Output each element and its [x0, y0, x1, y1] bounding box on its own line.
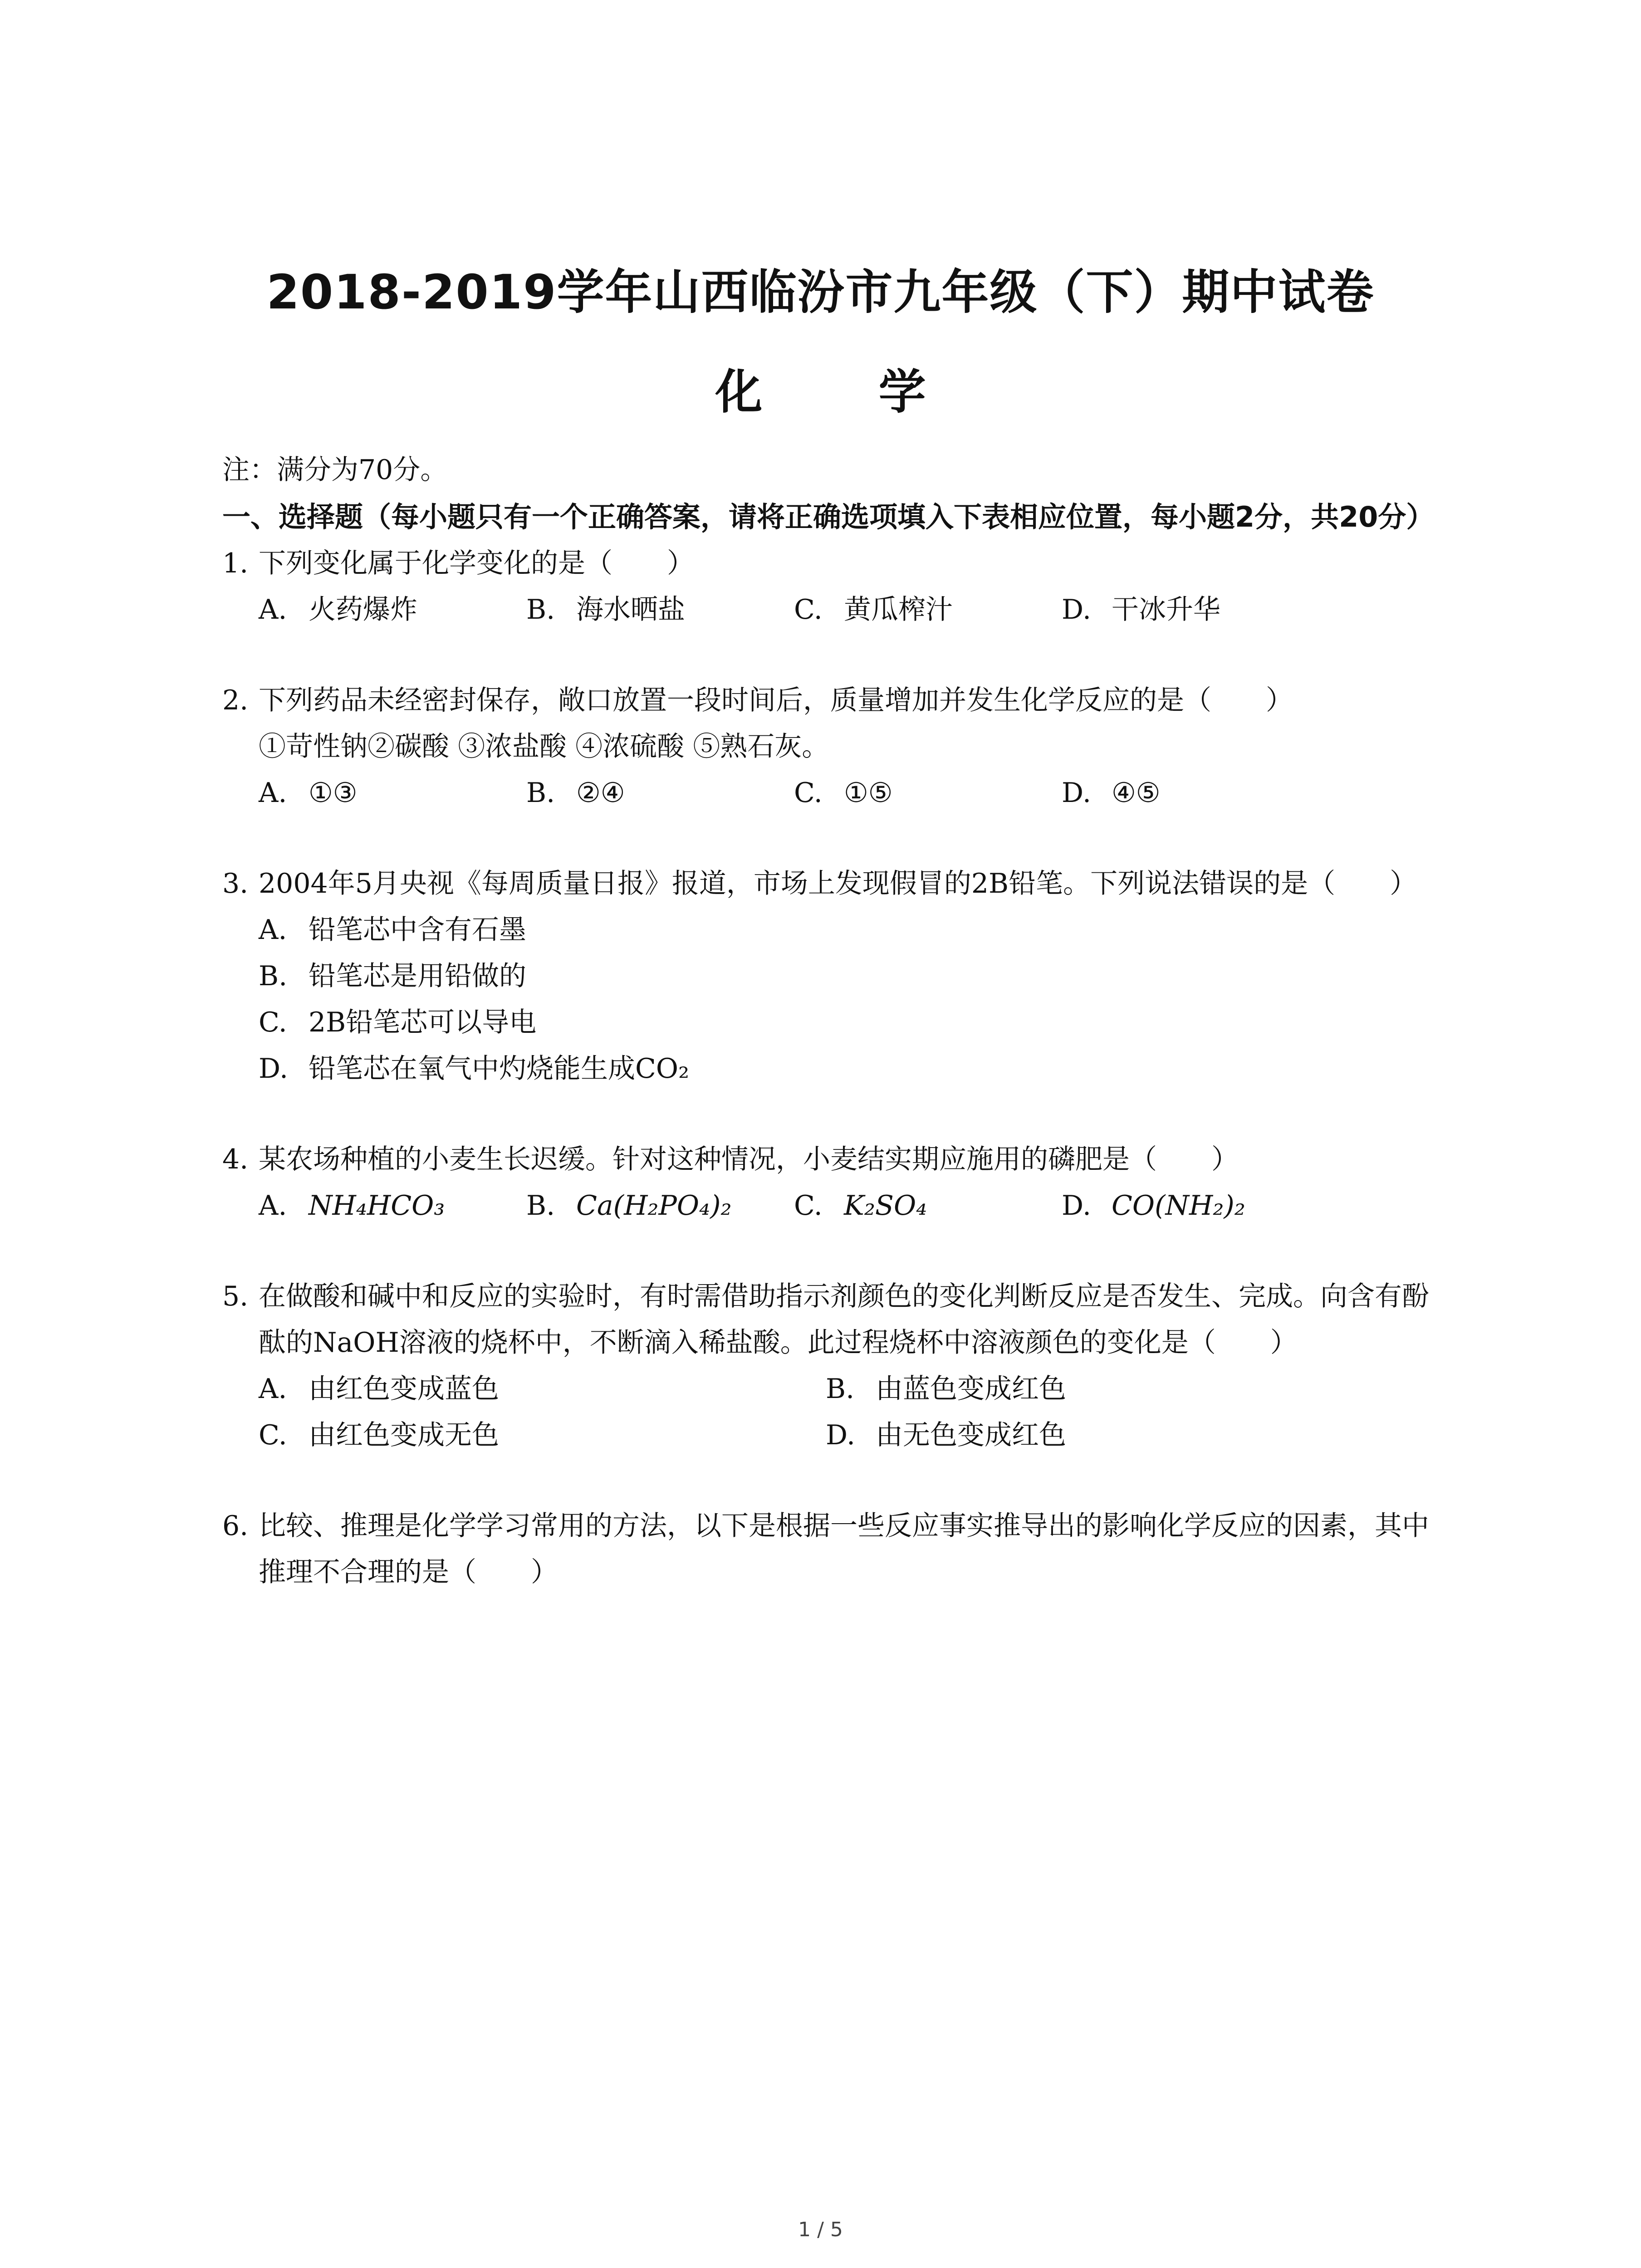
option-d: D. 由无色变成红色	[826, 1419, 1066, 1451]
option-b: B. ②④	[526, 777, 625, 809]
question-text: 2004年5月央视《每周质量日报》报道，市场上发现假冒的2B铅笔。下列说法错误的是（ ）	[259, 868, 1417, 899]
question-number: 5.	[222, 1281, 249, 1312]
question-5	[222, 1273, 1447, 1458]
options	[222, 587, 1447, 633]
option-b: B. 铅笔芯是用铅做的	[259, 960, 526, 992]
option-d: D. CO(NH₂)₂	[1062, 1190, 1245, 1222]
option-a: A. NH₄HCO₃	[259, 1190, 445, 1222]
option-d: D. 干冰升华	[1062, 594, 1220, 626]
question-6	[222, 1503, 1447, 1595]
question-number: 4.	[222, 1144, 249, 1175]
page-title: 2018-2019学年山西临汾市九年级（下）期中试卷	[266, 264, 1375, 320]
option-c: C. ①⑤	[794, 777, 893, 809]
section-heading: 一、选择题（每小题只有一个正确答案，请将正确选项填入下表相应位置，每小题2分，共20分）	[222, 500, 1435, 533]
question-number: 2.	[222, 684, 249, 716]
option-b: B. 海水晒盐	[526, 594, 685, 626]
option-d: D. 铅笔芯在氧气中灼烧能生成CO₂	[259, 1053, 690, 1085]
question-3	[222, 860, 1447, 1092]
question-4	[222, 1136, 1447, 1229]
question-1	[222, 540, 1447, 633]
options	[222, 1183, 1447, 1229]
question-text: 下列药品未经密封保存，敞口放置一段时间后，质量增加并发生化学反应的是（ ） ①苛性钠②碳酸 ③浓盐酸 ④浓硫酸 ⑤熟石灰。	[259, 684, 1293, 763]
option-b: B. 由蓝色变成红色	[826, 1373, 1066, 1405]
question-text: 下列变化属于化学变化的是（ ）	[259, 547, 694, 579]
question-number: 6.	[222, 1510, 249, 1542]
question-text: 比较、推理是化学学习常用的方法，以下是根据一些反应事实推导出的影响化学反应的因素，其中推理不合理的是（ ）	[259, 1510, 1429, 1588]
page-number: 1 / 5	[798, 2218, 843, 2241]
question-number: 1.	[222, 547, 249, 579]
exam-content	[222, 447, 1447, 1595]
options	[222, 1366, 1447, 1458]
option-c: C. 由红色变成无色	[259, 1419, 499, 1451]
options	[222, 907, 1447, 1092]
question-2	[222, 677, 1447, 816]
score-note: 注：满分为70分。	[222, 454, 448, 486]
question-number: 3.	[222, 868, 249, 899]
option-a: A. 火药爆炸	[259, 594, 417, 626]
option-c: C. 黄瓜榨汁	[794, 594, 953, 626]
question-text: 在做酸和碱中和反应的实验时，有时需借助指示剂颜色的变化判断反应是否发生、完成。向含有酚酞的NaOH溶液的烧杯中，不断滴入稀盐酸。此过程烧杯中溶液颜色的变化是（ ）	[259, 1281, 1429, 1359]
option-b: B. Ca(H₂PO₄)₂	[526, 1190, 732, 1222]
question-text: 某农场种植的小麦生长迟缓。针对这种情况，小麦结实期应施用的磷肥是（ ）	[259, 1144, 1239, 1175]
option-a: A. ①③	[259, 777, 358, 809]
option-a: A. 铅笔芯中含有石墨	[259, 914, 526, 946]
question-subtext: ①苛性钠②碳酸 ③浓盐酸 ④浓硫酸 ⑤熟石灰。	[259, 731, 829, 763]
option-c: C. 2B铅笔芯可以导电	[259, 1007, 537, 1038]
option-c: C. K₂SO₄	[794, 1190, 927, 1222]
options	[222, 770, 1447, 816]
option-a: A. 由红色变成蓝色	[259, 1373, 499, 1405]
subject-title: 化 学	[715, 364, 976, 420]
option-d: D. ④⑤	[1062, 777, 1161, 809]
